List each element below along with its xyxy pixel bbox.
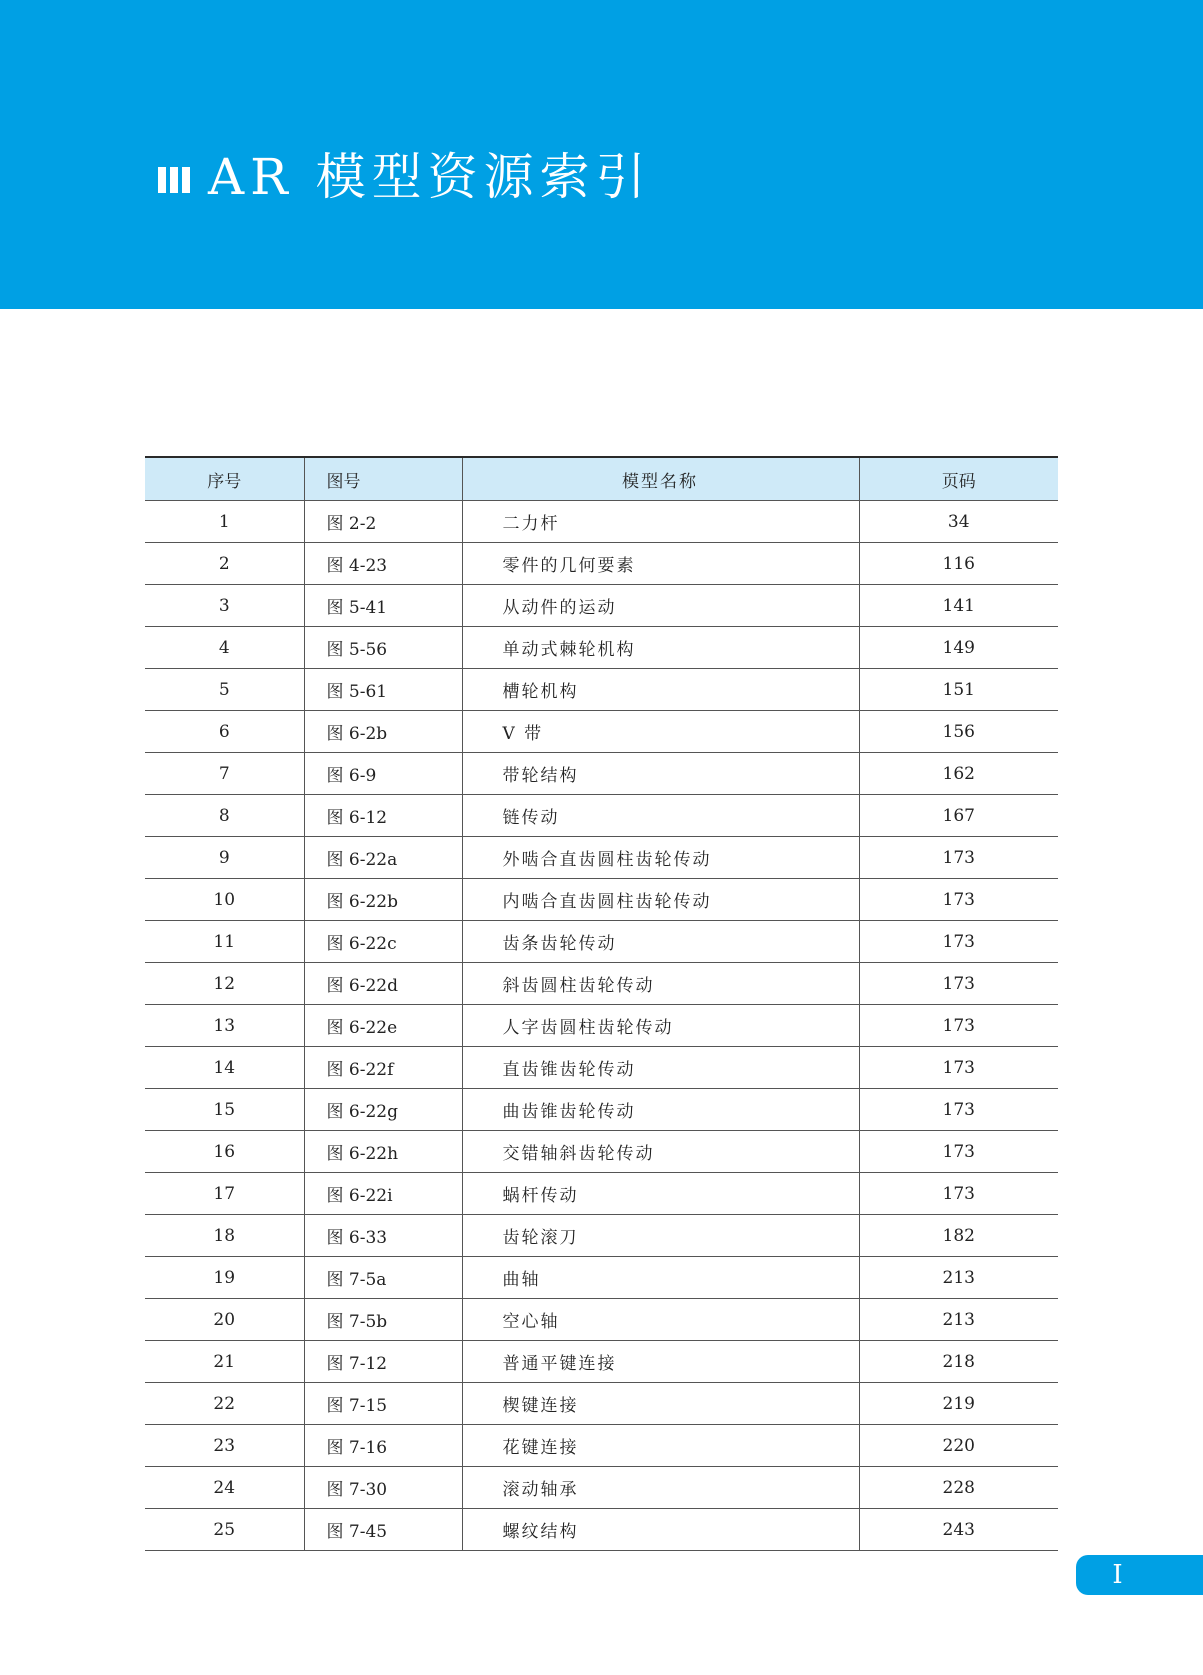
cell-number: 19 [145,1257,304,1299]
cell-figure: 图 6-22i [304,1173,462,1215]
cell-page: 213 [859,1257,1058,1299]
table-row [145,585,1058,627]
table-row [145,1257,1058,1299]
table-row [145,1341,1058,1383]
cell-page: 173 [859,963,1058,1005]
cell-number: 16 [145,1131,304,1173]
cell-page: 182 [859,1215,1058,1257]
cell-page: 173 [859,1173,1058,1215]
cell-figure: 图 6-2b [304,711,462,753]
cell-model-name: V 带 [462,711,859,753]
cell-page: 34 [859,501,1058,543]
cell-model-name: 直齿锥齿轮传动 [462,1047,859,1089]
table-row [145,1215,1058,1257]
cell-model-name: 齿轮滚刀 [462,1215,859,1257]
cell-page: 218 [859,1341,1058,1383]
table-row [145,753,1058,795]
cell-page: 173 [859,1047,1058,1089]
table-row [145,1089,1058,1131]
cell-model-name: 交错轴斜齿轮传动 [462,1131,859,1173]
cell-figure: 图 6-22d [304,963,462,1005]
table-row [145,543,1058,585]
cell-model-name: 人字齿圆柱齿轮传动 [462,1005,859,1047]
table-row [145,837,1058,879]
cell-number: 7 [145,753,304,795]
cell-model-name: 楔键连接 [462,1383,859,1425]
cell-figure: 图 7-16 [304,1425,462,1467]
cell-model-name: 空心轴 [462,1299,859,1341]
cell-figure: 图 6-22b [304,879,462,921]
cell-figure: 图 6-12 [304,795,462,837]
cell-number: 3 [145,585,304,627]
cell-figure: 图 7-5b [304,1299,462,1341]
title-bars-icon [158,167,190,193]
cell-number: 21 [145,1341,304,1383]
cell-model-name: 螺纹结构 [462,1509,859,1551]
table-body [145,501,1058,1551]
cell-number: 25 [145,1509,304,1551]
cell-figure: 图 6-22h [304,1131,462,1173]
table-row [145,879,1058,921]
cell-model-name: 槽轮机构 [462,669,859,711]
table-row [145,669,1058,711]
cell-page: 141 [859,585,1058,627]
cell-model-name: 二力杆 [462,501,859,543]
cell-model-name: 单动式棘轮机构 [462,627,859,669]
cell-page: 228 [859,1467,1058,1509]
table-row [145,1299,1058,1341]
cell-model-name: 内啮合直齿圆柱齿轮传动 [462,879,859,921]
cell-figure: 图 7-5a [304,1257,462,1299]
cell-model-name: 齿条齿轮传动 [462,921,859,963]
cell-page: 156 [859,711,1058,753]
column-header-model-name: 模型名称 [462,457,859,501]
cell-model-name: 蜗杆传动 [462,1173,859,1215]
table-row [145,963,1058,1005]
cell-figure: 图 7-30 [304,1467,462,1509]
cell-figure: 图 4-23 [304,543,462,585]
table-row [145,921,1058,963]
cell-figure: 图 6-9 [304,753,462,795]
cell-page: 173 [859,879,1058,921]
cell-page: 173 [859,921,1058,963]
table-row [145,627,1058,669]
cell-number: 10 [145,879,304,921]
cell-page: 162 [859,753,1058,795]
column-header-number: 序号 [145,457,304,501]
cell-page: 149 [859,627,1058,669]
cell-number: 17 [145,1173,304,1215]
page-number: I [1112,1560,1123,1590]
cell-model-name: 从动件的运动 [462,585,859,627]
cell-model-name: 曲齿锥齿轮传动 [462,1089,859,1131]
cell-figure: 图 5-56 [304,627,462,669]
cell-figure: 图 6-22f [304,1047,462,1089]
cell-figure: 图 6-33 [304,1215,462,1257]
cell-model-name: 带轮结构 [462,753,859,795]
cell-page: 220 [859,1425,1058,1467]
cell-page: 173 [859,1005,1058,1047]
cell-page: 173 [859,1089,1058,1131]
cell-figure: 图 6-22e [304,1005,462,1047]
cell-number: 6 [145,711,304,753]
cell-number: 15 [145,1089,304,1131]
cell-page: 167 [859,795,1058,837]
cell-number: 9 [145,837,304,879]
cell-model-name: 斜齿圆柱齿轮传动 [462,963,859,1005]
table-row [145,1467,1058,1509]
column-header-figure: 图号 [304,457,462,501]
cell-model-name: 零件的几何要素 [462,543,859,585]
cell-number: 13 [145,1005,304,1047]
cell-page: 173 [859,837,1058,879]
table-row [145,711,1058,753]
page-title [158,142,652,212]
cell-number: 5 [145,669,304,711]
table-row [145,1005,1058,1047]
cell-model-name: 外啮合直齿圆柱齿轮传动 [462,837,859,879]
cell-number: 24 [145,1467,304,1509]
cell-number: 1 [145,501,304,543]
cell-figure: 图 6-22a [304,837,462,879]
cell-figure: 图 7-12 [304,1341,462,1383]
cell-number: 12 [145,963,304,1005]
cell-page: 213 [859,1299,1058,1341]
page-number-tab [1076,1555,1203,1595]
cell-figure: 图 5-41 [304,585,462,627]
table-row [145,1173,1058,1215]
cell-number: 8 [145,795,304,837]
header-banner [0,0,1203,309]
table-row [145,1425,1058,1467]
cell-number: 18 [145,1215,304,1257]
cell-figure: 图 5-61 [304,669,462,711]
resource-index-table [145,456,1058,1551]
cell-number: 2 [145,543,304,585]
cell-model-name: 花键连接 [462,1425,859,1467]
cell-model-name: 滚动轴承 [462,1467,859,1509]
table-row [145,1131,1058,1173]
cell-page: 173 [859,1131,1058,1173]
cell-number: 14 [145,1047,304,1089]
table-row [145,1047,1058,1089]
table-row [145,1383,1058,1425]
cell-model-name: 普通平键连接 [462,1341,859,1383]
cell-model-name: 曲轴 [462,1257,859,1299]
cell-figure: 图 2-2 [304,501,462,543]
cell-number: 11 [145,921,304,963]
column-header-page: 页码 [859,457,1058,501]
cell-figure: 图 6-22g [304,1089,462,1131]
cell-number: 4 [145,627,304,669]
cell-number: 20 [145,1299,304,1341]
cell-number: 23 [145,1425,304,1467]
table-header-row [145,457,1058,501]
cell-figure: 图 7-45 [304,1509,462,1551]
table-row [145,501,1058,543]
page-title-text: AR 模型资源索引 [208,148,652,206]
cell-page: 243 [859,1509,1058,1551]
cell-page: 219 [859,1383,1058,1425]
cell-model-name: 链传动 [462,795,859,837]
cell-page: 116 [859,543,1058,585]
cell-figure: 图 7-15 [304,1383,462,1425]
table-row [145,795,1058,837]
table-row [145,1509,1058,1551]
cell-figure: 图 6-22c [304,921,462,963]
cell-page: 151 [859,669,1058,711]
cell-number: 22 [145,1383,304,1425]
